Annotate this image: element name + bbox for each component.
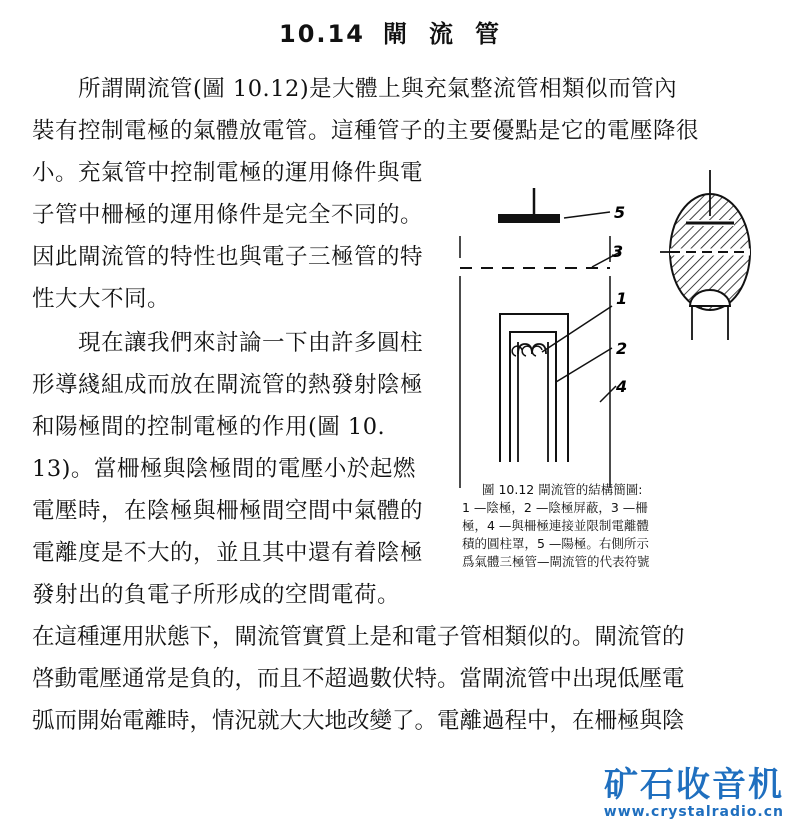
text-line-5: 因此閘流管的特性也與電子三極管的特 <box>32 244 424 270</box>
label-1: 1 <box>616 289 628 308</box>
leader-5 <box>564 212 610 218</box>
text-line-7: 現在讓我們來討論一下由許多圓柱 <box>78 330 424 356</box>
text-line-12: 電離度是不大的，並且其中還有着陰極 <box>32 540 424 566</box>
text-line-8: 形導綫組成而放在閘流管的熱發射陰極 <box>32 372 424 398</box>
caption-line-5: 爲氣體三極管—閘流管的代表符號 <box>462 554 650 569</box>
section-title-text: 閘流管 <box>382 20 521 48</box>
text-line-16: 弧而開始電離時，情況就大大地改變了。電離過程中，在柵極與陰 <box>32 708 685 734</box>
label-2: 2 <box>616 339 628 358</box>
label-4: 4 <box>616 377 628 396</box>
text-line-13: 發射出的負電子所形成的空間電荷。 <box>32 582 401 608</box>
label-3: 3 <box>612 242 624 261</box>
text-line-2: 裝有控制電極的氣體放電管。這種管子的主要優點是它的電壓降很 <box>32 118 700 144</box>
watermark-url: www.crystalradio.cn <box>603 804 784 820</box>
text-line-1: 所謂閘流管(圖 10.12)是大體上與充氣整流管相類似而管內 <box>78 76 678 102</box>
watermark <box>604 766 784 820</box>
text-line-9: 和陽極間的控制電極的作用(圖 10. <box>32 414 386 440</box>
thyratron-structure-figure <box>452 170 792 500</box>
text-line-15: 啓動電壓通常是負的，而且不超過數伏特。當閘流管中出現低壓電 <box>32 666 685 692</box>
text-line-11: 電壓時，在陰極與柵極間空間中氣體的 <box>32 498 424 524</box>
section-number: 10.14 <box>279 20 365 48</box>
text-line-3: 小。充氣管中控制電極的運用條件與電 <box>32 160 424 186</box>
figure-caption <box>462 481 768 571</box>
leader-1 <box>542 306 612 352</box>
text-line-10: 13)。當柵極與陰極間的電壓小於起燃 <box>32 456 416 482</box>
leader-4 <box>600 386 616 402</box>
caption-line-2: 1 —陰極，2 —陰極屏蔽，3 —柵 <box>462 500 648 515</box>
caption-line-3: 極，4 —與柵極連接並限制電離體 <box>462 518 649 533</box>
watermark-name: 矿石收音机 <box>604 765 784 805</box>
caption-line-1: 圖 10.12 閘流管的結構簡圖: <box>482 482 643 497</box>
leader-2 <box>556 348 612 382</box>
text-line-6: 性大大不同。 <box>32 286 171 312</box>
text-line-14: 在這種運用狀態下，閘流管實質上是和電子管相類似的。閘流管的 <box>32 624 685 650</box>
anode-plate <box>498 214 560 223</box>
caption-line-4: 積的圓柱罩，5 —陽極。右側所示 <box>462 536 649 551</box>
thyratron-symbol <box>660 170 750 340</box>
section-title <box>0 14 800 49</box>
label-5: 5 <box>614 203 626 222</box>
text-line-4: 子管中柵極的運用條件是完全不同的。 <box>32 202 424 228</box>
